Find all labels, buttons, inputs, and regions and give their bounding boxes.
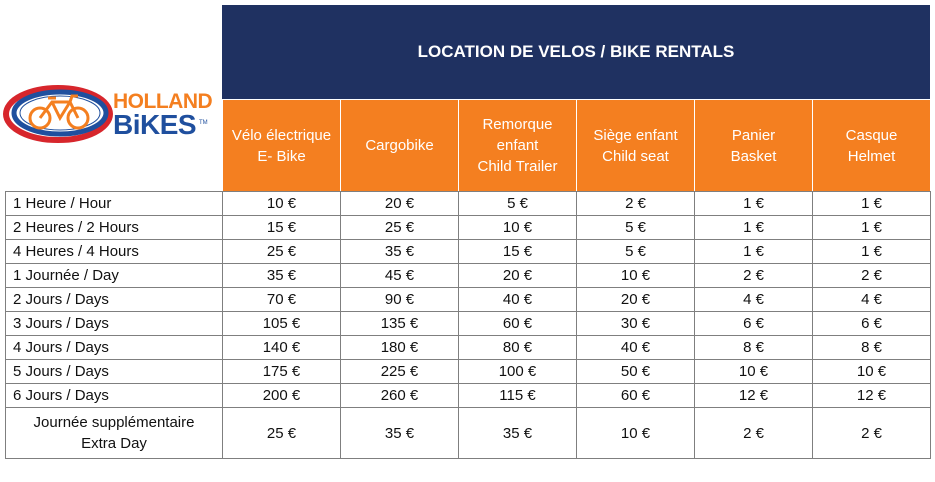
price-cell-ebike: 35 €: [223, 264, 341, 288]
price-cell-child-trailer: 40 €: [459, 288, 577, 312]
price-cell-child-seat: 60 €: [577, 384, 695, 408]
price-cell-child-seat: 5 €: [577, 216, 695, 240]
price-cell-child-seat: 40 €: [577, 336, 695, 360]
col-header-basket: Panier Basket: [695, 100, 813, 192]
price-cell-basket: 1 €: [695, 240, 813, 264]
table-row: [6, 360, 931, 384]
price-cell-child-seat: 50 €: [577, 360, 695, 384]
price-cell-ebike: 200 €: [223, 384, 341, 408]
price-cell-child-seat: 10 €: [577, 408, 695, 459]
row-label: 1 Journée / Day: [6, 264, 223, 288]
price-cell-helmet: 1 €: [813, 216, 931, 240]
price-cell-cargobike: 135 €: [341, 312, 459, 336]
table-row: [6, 336, 931, 360]
price-cell-ebike: 140 €: [223, 336, 341, 360]
price-cell-child-trailer: 80 €: [459, 336, 577, 360]
price-cell-child-trailer: 15 €: [459, 240, 577, 264]
price-cell-cargobike: 225 €: [341, 360, 459, 384]
price-cell-child-seat: 30 €: [577, 312, 695, 336]
row-label: 2 Heures / 2 Hours: [6, 216, 223, 240]
table-row: [6, 384, 931, 408]
price-cell-cargobike: 35 €: [341, 408, 459, 459]
row-label: 5 Jours / Days: [6, 360, 223, 384]
table-row: [6, 192, 931, 216]
row-label: 1 Heure / Hour: [6, 192, 223, 216]
price-cell-child-seat: 2 €: [577, 192, 695, 216]
table-row: [6, 216, 931, 240]
price-cell-child-trailer: 10 €: [459, 216, 577, 240]
price-cell-helmet: 1 €: [813, 240, 931, 264]
price-cell-cargobike: 35 €: [341, 240, 459, 264]
price-cell-cargobike: 25 €: [341, 216, 459, 240]
price-cell-ebike: 25 €: [223, 240, 341, 264]
price-cell-helmet: 1 €: [813, 192, 931, 216]
price-cell-helmet: 10 €: [813, 360, 931, 384]
price-cell-helmet: 4 €: [813, 288, 931, 312]
page-title: LOCATION DE VELOS / BIKE RENTALS: [417, 42, 735, 61]
price-cell-helmet: 2 €: [813, 408, 931, 459]
price-cell-basket: 1 €: [695, 192, 813, 216]
price-cell-ebike: 175 €: [223, 360, 341, 384]
price-cell-child-trailer: 115 €: [459, 384, 577, 408]
price-cell-basket: 4 €: [695, 288, 813, 312]
row-label: Journée supplémentaire Extra Day: [6, 408, 223, 459]
price-cell-child-seat: 5 €: [577, 240, 695, 264]
table-row: [6, 312, 931, 336]
price-cell-child-trailer: 20 €: [459, 264, 577, 288]
brand-trademark: TM: [199, 120, 208, 126]
price-cell-basket: 6 €: [695, 312, 813, 336]
col-header-child-seat: Siège enfant Child seat: [577, 100, 695, 192]
price-cell-basket: 2 €: [695, 264, 813, 288]
row-label: 3 Jours / Days: [6, 312, 223, 336]
price-cell-helmet: 8 €: [813, 336, 931, 360]
price-cell-child-seat: 20 €: [577, 288, 695, 312]
price-cell-cargobike: 90 €: [341, 288, 459, 312]
brand-line1: HOLLAND: [113, 90, 213, 113]
price-cell-ebike: 25 €: [223, 408, 341, 459]
price-cell-ebike: 105 €: [223, 312, 341, 336]
table-row: [6, 288, 931, 312]
row-label: 2 Jours / Days: [6, 288, 223, 312]
price-cell-cargobike: 45 €: [341, 264, 459, 288]
col-header-ebike: Vélo électrique E- Bike: [223, 100, 341, 192]
price-cell-helmet: 2 €: [813, 264, 931, 288]
price-cell-basket: 1 €: [695, 216, 813, 240]
price-cell-child-trailer: 100 €: [459, 360, 577, 384]
header-corner: [6, 100, 223, 192]
price-cell-ebike: 10 €: [223, 192, 341, 216]
price-cell-basket: 12 €: [695, 384, 813, 408]
col-header-helmet: Casque Helmet: [813, 100, 931, 192]
price-cell-child-trailer: 35 €: [459, 408, 577, 459]
price-cell-cargobike: 180 €: [341, 336, 459, 360]
table-row: [6, 240, 931, 264]
price-cell-child-trailer: 60 €: [459, 312, 577, 336]
brand-line2: BiKES: [113, 109, 197, 140]
price-cell-basket: 8 €: [695, 336, 813, 360]
price-cell-ebike: 70 €: [223, 288, 341, 312]
price-cell-helmet: 12 €: [813, 384, 931, 408]
page-title-band: [222, 5, 930, 99]
table-row: [6, 408, 931, 459]
row-label: 4 Jours / Days: [6, 336, 223, 360]
price-cell-child-seat: 10 €: [577, 264, 695, 288]
price-cell-cargobike: 20 €: [341, 192, 459, 216]
row-label: 4 Heures / 4 Hours: [6, 240, 223, 264]
price-cell-cargobike: 260 €: [341, 384, 459, 408]
column-header-row: [6, 100, 931, 192]
col-header-cargobike: Cargobike: [341, 100, 459, 192]
rental-price-table: [5, 99, 931, 459]
price-cell-ebike: 15 €: [223, 216, 341, 240]
price-cell-child-trailer: 5 €: [459, 192, 577, 216]
table-row: [6, 264, 931, 288]
col-header-child-trailer: Remorque enfant Child Trailer: [459, 100, 577, 192]
price-cell-basket: 2 €: [695, 408, 813, 459]
price-cell-basket: 10 €: [695, 360, 813, 384]
price-cell-helmet: 6 €: [813, 312, 931, 336]
row-label: 6 Jours / Days: [6, 384, 223, 408]
